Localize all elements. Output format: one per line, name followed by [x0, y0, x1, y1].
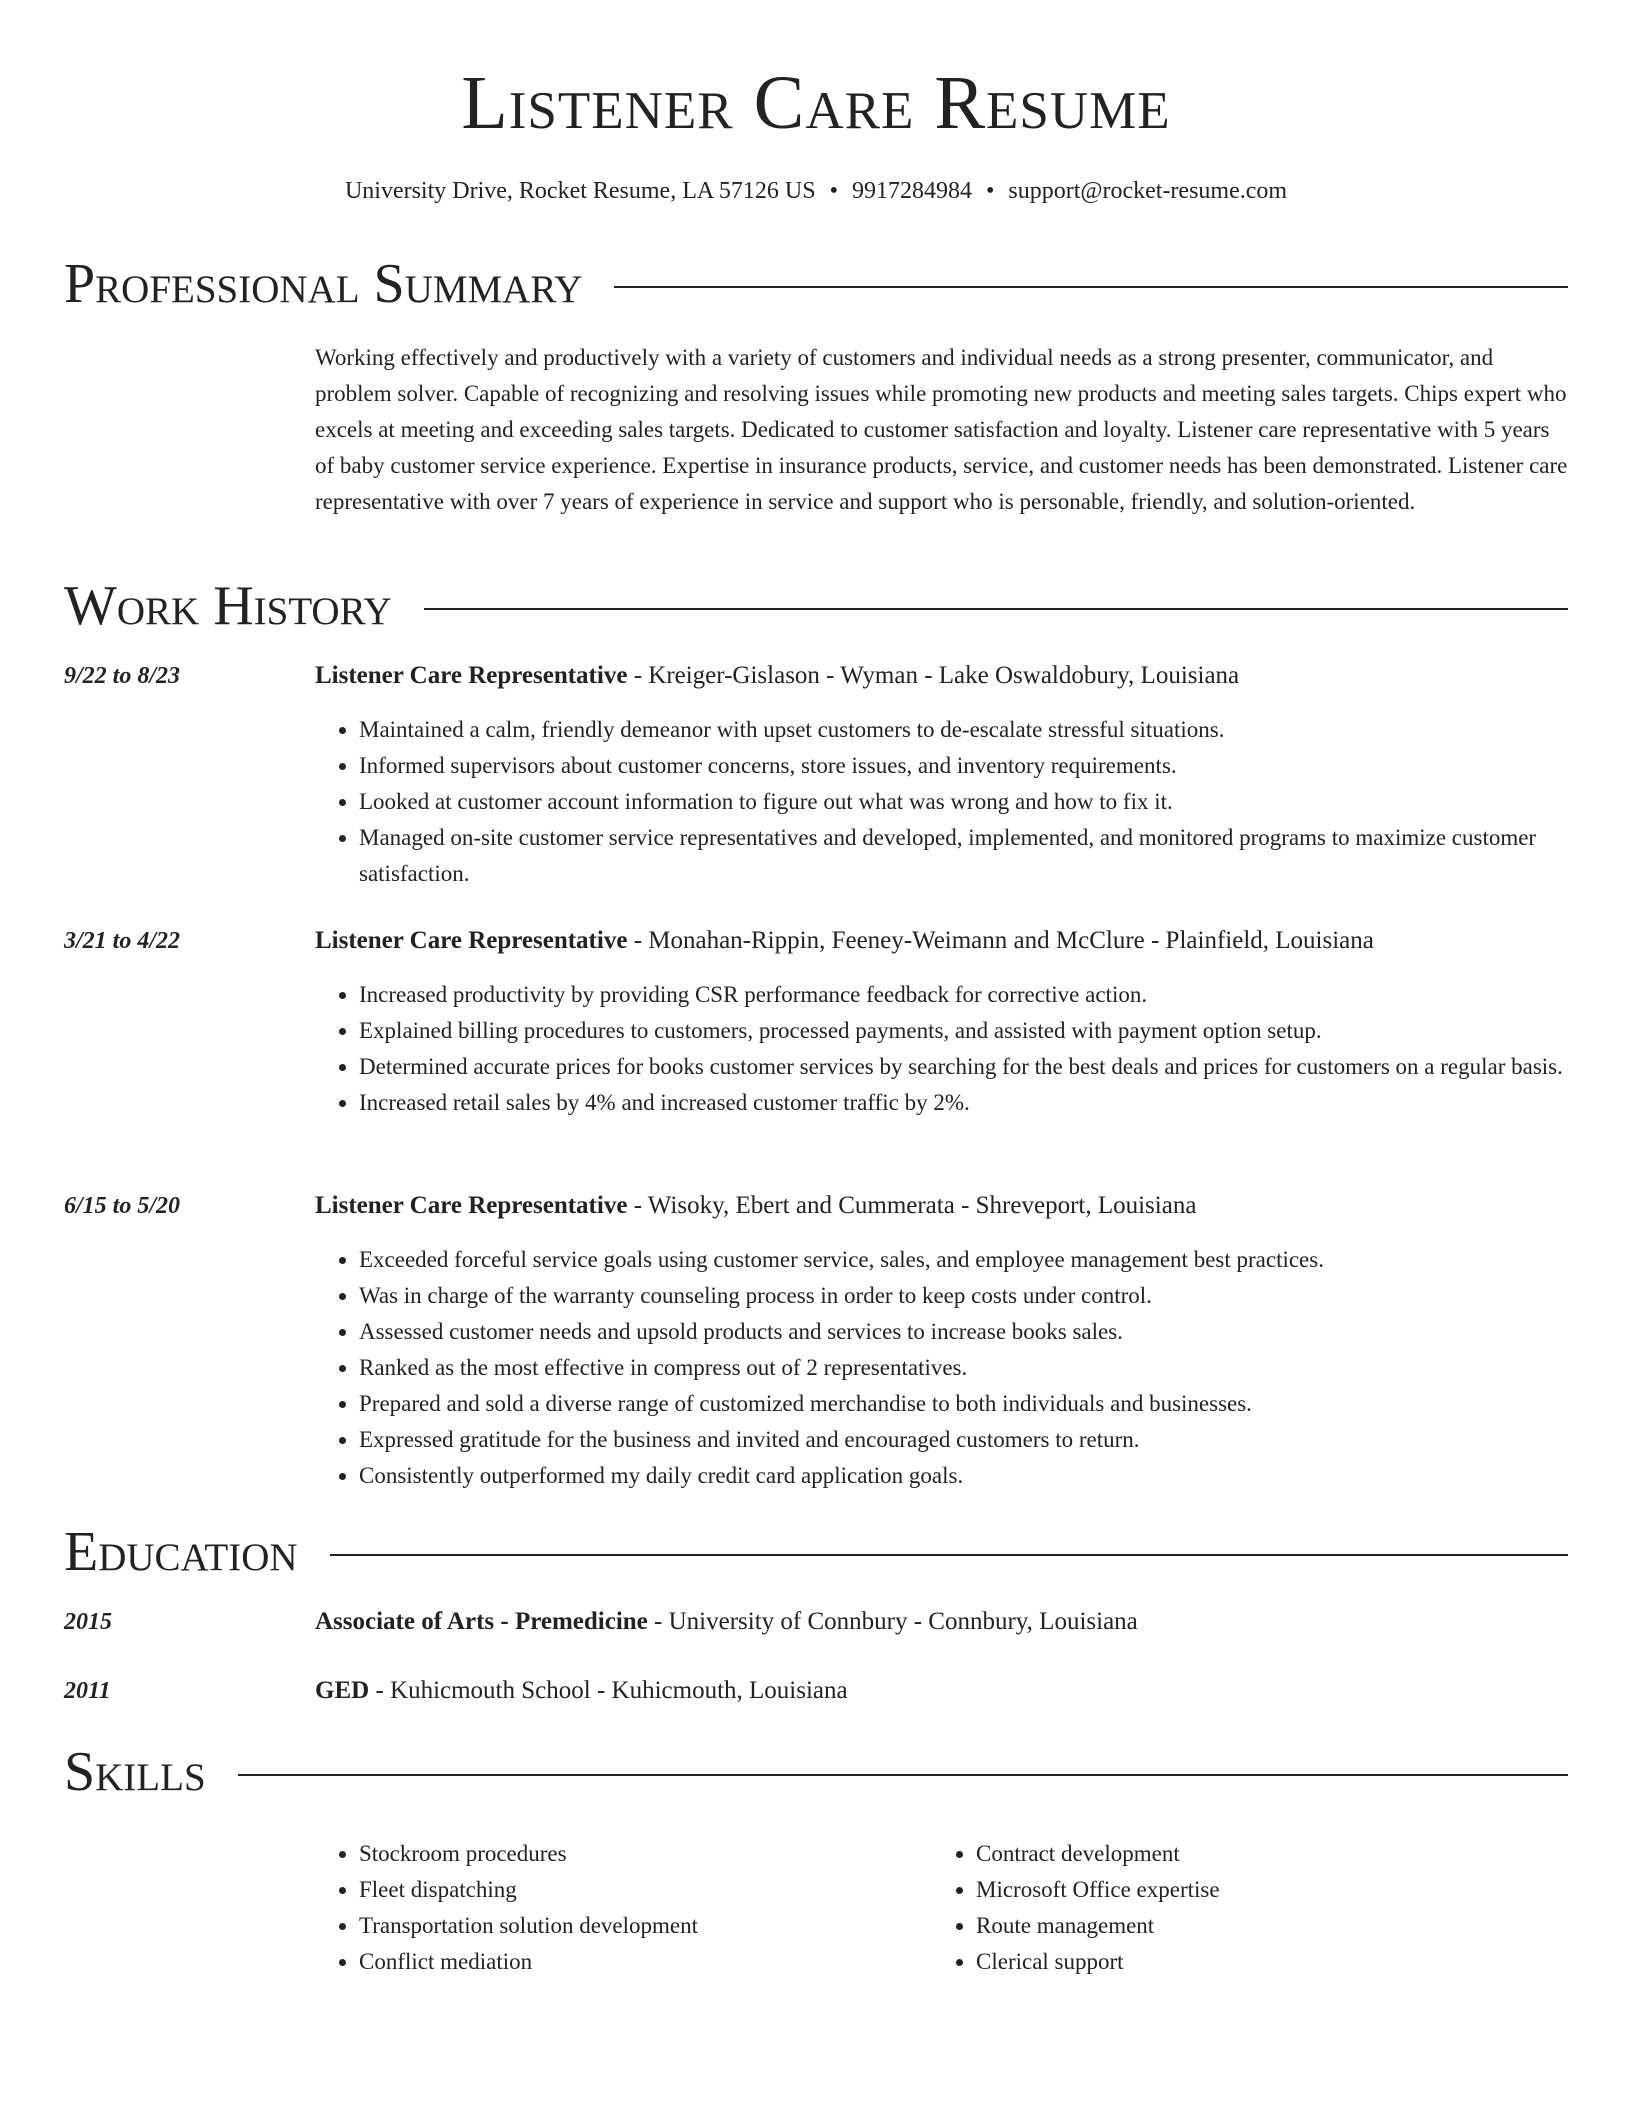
section-divider: [424, 608, 1568, 610]
work-dates: 9/22 to 8/23: [64, 663, 181, 689]
contact-email: support@rocket-resume.com: [1008, 178, 1288, 204]
education-year: 2011: [64, 1678, 111, 1704]
section-heading-education: [64, 1520, 1568, 1584]
list-item: • Explained billing procedures to customers, processed payments, and assisted with payment option setup.: [359, 1013, 1568, 1049]
education-heading: [315, 1673, 1568, 1709]
education-degree: GED: [315, 1677, 370, 1704]
section-divider: [238, 1774, 1568, 1776]
contact-separator: •: [985, 178, 995, 204]
skills-column-left: [315, 1836, 919, 1980]
list-item: • Expressed gratitude for the business and invited and encouraged customers to return.: [359, 1422, 1568, 1458]
list-item: • Transportation solution development: [359, 1908, 919, 1944]
section-title: Professional Summary: [64, 253, 583, 315]
section-heading-work: [64, 574, 1568, 638]
section-heading-skills: [64, 1740, 1568, 1804]
work-detail: - Kreiger-Gislason - Wyman - Lake Oswaldobury, Louisiana: [627, 662, 1240, 689]
list-item: • Contract development: [976, 1836, 1536, 1872]
work-dates: 6/15 to 5/20: [64, 1193, 181, 1219]
list-item: • Maintained a calm, friendly demeanor with upset customers to de-escalate stressful situations.: [359, 712, 1568, 748]
list-item: • Route management: [976, 1908, 1536, 1944]
work-heading: [315, 923, 1568, 959]
summary-text: Working effectively and productively with a variety of customers and individual needs as a strong presenter, communicator, and problem solver. Capable of recognizing and resolving issues while promoting new products and meeting sales targets. Chips expert who excels at meeting and exceeding sales targets. Dedicated to customer satisfaction and loyalty. Listener care representative with 5 years of baby customer service experience. Expertise in insurance products, service, and customer needs has been demonstrated. Listener care representative with over 7 years of experience in service and support who is personable, friendly, and solution-oriented.: [315, 345, 1568, 514]
work-dates: 3/21 to 4/22: [64, 928, 181, 954]
work-bullets: [315, 977, 1568, 1121]
work-heading: [315, 658, 1568, 694]
contact-phone: 9917284984: [851, 178, 972, 204]
list-item: • Clerical support: [976, 1944, 1536, 1980]
list-item: • Prepared and sold a diverse range of customized merchandise to both individuals and businesses.: [359, 1386, 1568, 1422]
list-item: • Consistently outperformed my daily credit card application goals.: [359, 1458, 1568, 1494]
education-year: 2015: [64, 1609, 112, 1635]
education-degree: Associate of Arts - Premedicine: [315, 1608, 648, 1635]
list-item: • Conflict mediation: [359, 1944, 919, 1980]
list-item: • Determined accurate prices for books customer services by searching for the best deals and prices for customers on a regular basis.: [359, 1049, 1568, 1085]
contact-line: [0, 176, 1632, 206]
work-role: Listener Care Representative: [315, 927, 628, 954]
section-title: Work History: [64, 575, 392, 637]
section-heading-summary: [64, 252, 1568, 316]
section-title: Education: [64, 1521, 298, 1583]
section-title: Skills: [64, 1741, 206, 1803]
list-item: • Fleet dispatching: [359, 1872, 919, 1908]
list-item: • Microsoft Office expertise: [976, 1872, 1536, 1908]
list-item: • Increased productivity by providing CSR performance feedback for corrective action.: [359, 977, 1568, 1013]
list-item: • Assessed customer needs and upsold products and services to increase books sales.: [359, 1314, 1568, 1350]
list-item: • Increased retail sales by 4% and increased customer traffic by 2%.: [359, 1085, 1568, 1121]
work-heading: [315, 1188, 1568, 1224]
work-detail: - Monahan-Rippin, Feeney-Weimann and McClure - Plainfield, Louisiana: [627, 927, 1374, 954]
section-divider: [614, 286, 1568, 288]
list-item: • Stockroom procedures: [359, 1836, 919, 1872]
list-item: • Managed on-site customer service representatives and developed, implemented, and monitored programs to maximize customer satisfaction.: [359, 820, 1568, 892]
contact-address: University Drive, Rocket Resume, LA 57126 US: [344, 178, 816, 204]
work-bullets: [315, 712, 1568, 892]
resume-name: Listener Care Resume: [461, 61, 1171, 145]
list-item: • Was in charge of the warranty counseling process in order to keep costs under control.: [359, 1278, 1568, 1314]
education-heading: [315, 1604, 1568, 1640]
education-detail: - University of Connbury - Connbury, Louisiana: [647, 1608, 1138, 1635]
list-item: • Exceeded forceful service goals using customer service, sales, and employee management best practices.: [359, 1242, 1568, 1278]
list-item: • Informed supervisors about customer concerns, store issues, and inventory requirements.: [359, 748, 1568, 784]
list-item: • Ranked as the most effective in compress out of 2 representatives.: [359, 1350, 1568, 1386]
work-detail: - Wisoky, Ebert and Cummerata - Shreveport, Louisiana: [627, 1192, 1197, 1219]
contact-separator: •: [829, 178, 838, 204]
work-role: Listener Care Representative: [315, 662, 628, 689]
section-divider: [330, 1554, 1568, 1556]
work-role: Listener Care Representative: [315, 1192, 628, 1219]
list-item: • Looked at customer account information to figure out what was wrong and how to fix it.: [359, 784, 1568, 820]
work-bullets: [315, 1242, 1568, 1494]
education-detail: - Kuhicmouth School - Kuhicmouth, Louisiana: [369, 1677, 848, 1704]
skills-column-right: [932, 1836, 1536, 1980]
